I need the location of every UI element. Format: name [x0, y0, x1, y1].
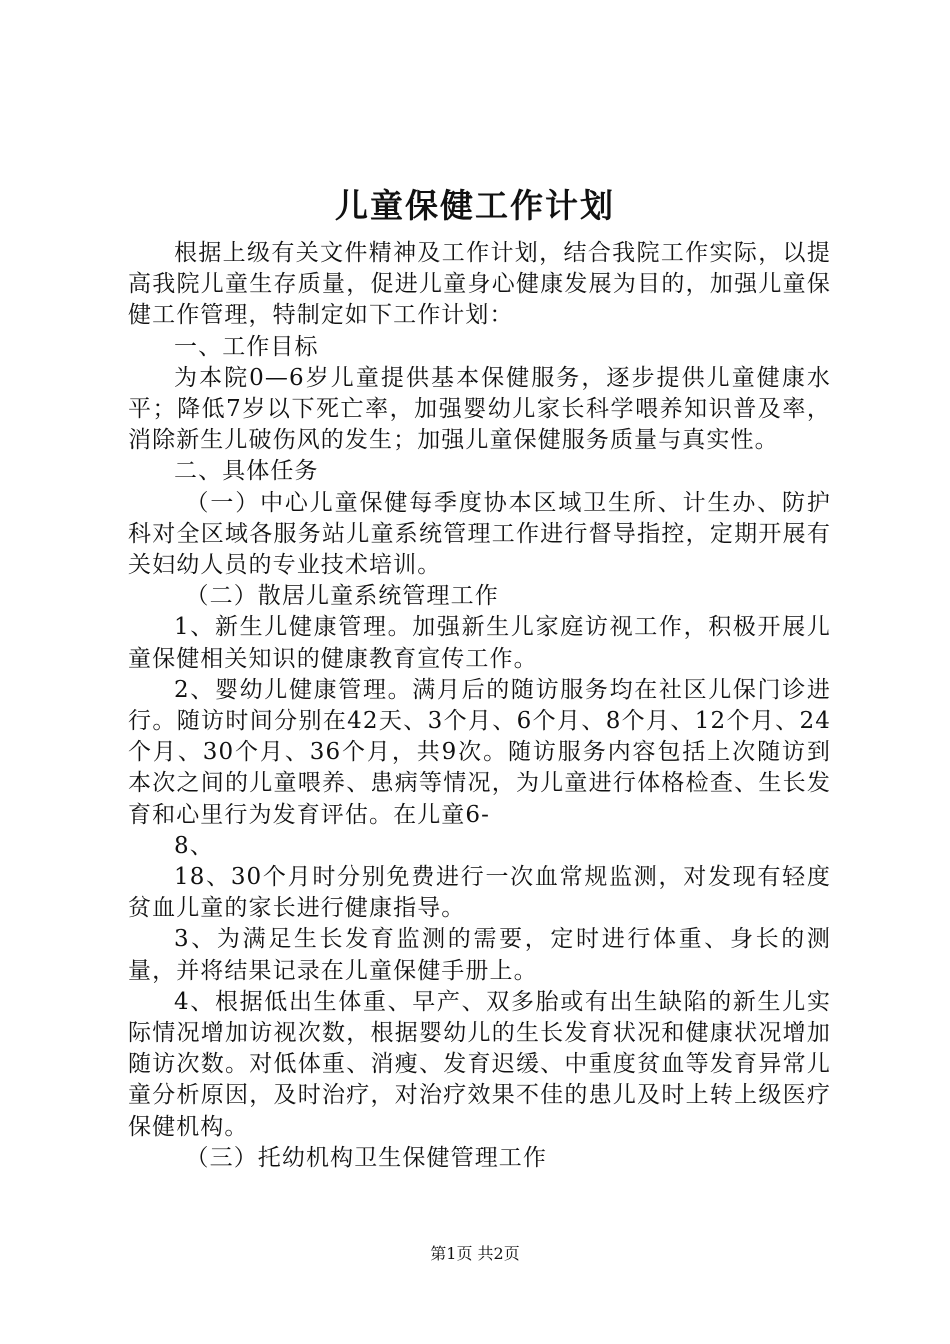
paragraph-fragment-8: 8、 [174, 832, 214, 859]
paragraph-task-1: （一）中心儿童保健每季度协本区域卫生所、计生办、防护科对全区域各服务站儿童系统管理工作进行督导指控，定期开展有关妇幼人员的专业技术培训。 [128, 489, 831, 579]
paragraph-growth-monitoring: 3、为满足生长发育监测的需要，定时进行体重、身长的测量，并将结果记录在儿童保健手册上。 [128, 926, 831, 984]
paragraph-newborn-management: 1、新生儿健康管理。加强新生儿家庭访视工作，积极开展儿童保健相关知识的健康教育宣传工作。 [128, 614, 831, 672]
paragraph-intro: 根据上级有关文件精神及工作计划，结合我院工作实际，以提高我院儿童生存质量，促进儿童身心健康发展为目的，加强儿童保健工作管理，特制定如下工作计划： [128, 240, 831, 329]
subheading-kindergarten: （三）托幼机构卫生保健管理工作 [185, 1144, 547, 1171]
document-body [128, 238, 831, 1174]
paragraph-infant-management: 2、婴幼儿健康管理。满月后的随访服务均在社区儿保门诊进行。随访时间分别在42天、3个月、6个月、8个月、12个月、24个月、30个月、36个月，共9次。随访服务内容包括上次随访到本次之间的儿童喂养、患病等情况，为儿童进行体格检查、生长发育和心里行为发育评估。在儿童6- [128, 676, 831, 828]
paragraph-high-risk: 4、根据低出生体重、早产、双多胎或有出生缺陷的新生儿实际情况增加访视次数，根据婴幼儿的生长发育状况和健康状况增加随访次数。对低体重、消瘦、发育迟缓、中重度贫血等发育异常儿童分析原因，及时治疗，对治疗效果不佳的患儿及时上转上级医疗保健机构。 [128, 988, 831, 1140]
heading-specific-tasks: 二、具体任务 [174, 458, 319, 485]
paragraph-blood-test: 18、30个月时分别免费进行一次血常规监测，对发现有轻度贫血儿童的家长进行健康指导。 [128, 864, 831, 922]
page-footer: 第1页 共2页 [430, 1244, 520, 1263]
document-title: 儿童保健工作计划 [335, 186, 615, 225]
paragraph-goals: 为本院0—6岁儿童提供基本保健服务，逐步提供儿童健康水平；降低7岁以下死亡率，加强婴幼儿家长科学喂养知识普及率，消除新生儿破伤风的发生；加强儿童保健服务质量与真实性。 [128, 364, 831, 454]
subheading-scattered-children: （二）散居儿童系统管理工作 [185, 583, 499, 610]
heading-work-goals: 一、工作目标 [174, 333, 319, 360]
